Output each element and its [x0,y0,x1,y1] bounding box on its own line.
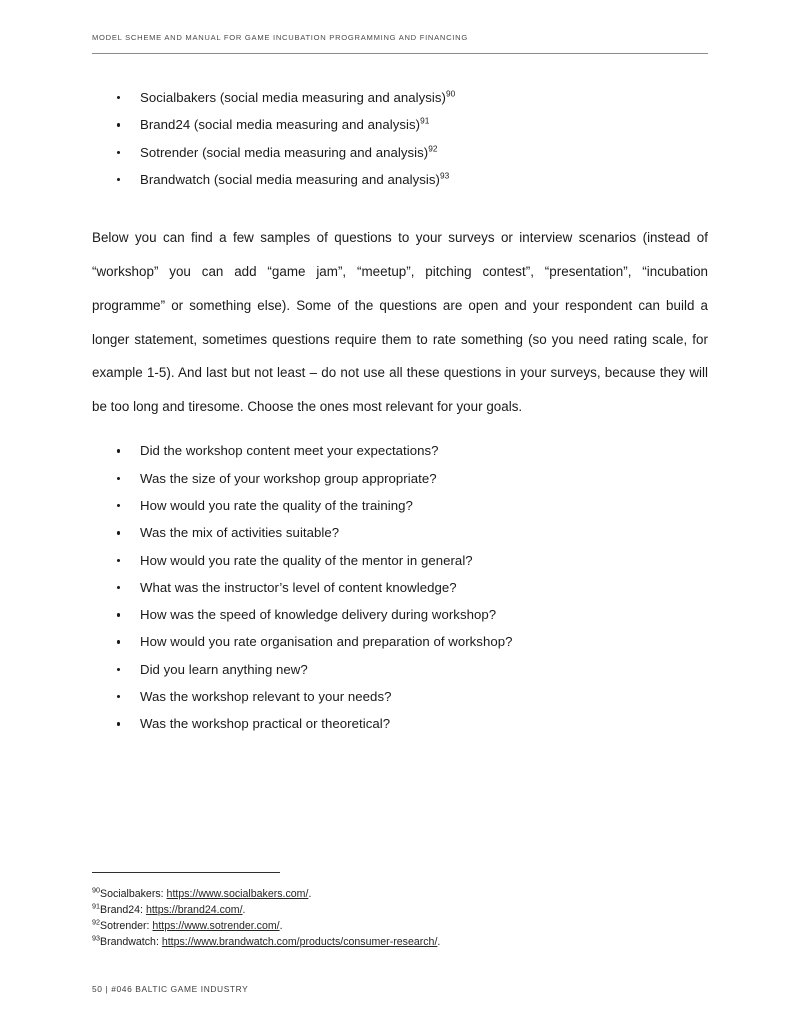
list-item [92,656,708,683]
list-item [92,437,708,464]
list-item [92,628,708,655]
list-item-label: Brand24 (social media measuring and analysis) [140,117,421,133]
list-item-label: How would you rate the quality of the mentor in general? [140,552,473,568]
page-footer: 50 | #046 BALTIC GAME INDUSTRY [92,984,249,994]
running-header-title: MODEL SCHEME AND MANUAL FOR GAME INCUBATION PROGRAMMING AND FINANCING [92,33,468,42]
list-item-label: How would you rate organisation and preparation of workshop? [140,634,513,650]
list-item [92,710,708,737]
list-item-label: What was the instructor’s level of content knowledge? [140,579,457,595]
tools-bullet-list [92,84,708,193]
footnote-label: Sotrender: [100,920,153,933]
list-item-label: Sotrender (social media measuring and analysis) [140,144,429,160]
list-item-label: Did you learn anything new? [140,661,308,677]
footnote-trailing: . [437,936,441,949]
footnote-link[interactable]: https://www.socialbakers.com/ [166,888,309,900]
list-item [92,139,708,166]
footnote-separator [92,872,280,873]
footnote-marker[interactable]: 90 [445,88,456,99]
footnote-marker[interactable]: 91 [420,115,430,126]
footnote-number: 93 [92,933,100,943]
sample-questions-list [92,437,708,737]
list-item [92,111,708,138]
footnote-entry [92,934,708,950]
footnote-number: 91 [92,901,100,911]
footnote-number: 90 [92,885,100,895]
footnote-marker[interactable]: 92 [428,143,438,154]
list-item [92,574,708,601]
list-item [92,465,708,492]
list-item [92,519,708,546]
list-item-label: Was the workshop practical or theoretical? [140,716,391,732]
footnote-trailing: . [242,904,246,917]
running-header [92,32,708,44]
footnote-label: Brand24: [100,904,146,917]
footnote-number: 92 [92,917,100,927]
list-item-label: Was the workshop relevant to your needs? [140,689,392,705]
intro-paragraph: Below you can find a few samples of questions to your surveys or interview scenarios (instead of “workshop” you can add “game jam”, “meetup”, pitching contest”, “presentation”, “incubation programme” or something else). Some of the questions are open and your respondent can build a longer statement, sometimes questions require them to rate something (so you need rating scale, for example 1-5). And last but not least – do not use all these questions in your surveys, because they will be too long and tiresome. Choose the ones most relevant for your goals. [92,230,708,415]
footnote-label: Socialbakers: [100,888,167,900]
footnote-entry [92,886,708,902]
header-divider [92,53,708,54]
footnote-entry [92,918,708,934]
page-content [92,84,708,738]
footnote-label: Brandwatch: [100,936,162,949]
footnote-area [92,886,708,950]
list-item-label: Socialbakers (social media measuring and analysis) [140,90,446,105]
list-item-label: Brandwatch (social media measuring and analysis) [140,171,440,187]
footnote-marker[interactable]: 93 [440,170,450,181]
footnote-trailing: . [308,888,312,900]
footnote-link[interactable]: https://www.brandwatch.com/products/consumer-research/ [161,936,438,949]
footnote-trailing: . [279,920,283,933]
list-item [92,683,708,710]
list-item [92,601,708,628]
list-item [92,84,708,111]
list-item-label: How was the speed of knowledge delivery during workshop? [140,607,497,623]
list-item [92,166,708,193]
footnote-link[interactable]: https://brand24.com/ [145,904,243,917]
list-item [92,547,708,574]
list-item-label: Was the size of your workshop group appropriate? [140,470,437,486]
footnote-entry [92,902,708,918]
footnote-link[interactable]: https://www.sotrender.com/ [152,920,280,933]
list-item-label: How would you rate the quality of the training? [140,497,413,513]
list-item-label: Was the mix of activities suitable? [140,525,340,541]
list-item-label: Did the workshop content meet your expectations? [140,443,439,459]
list-item [92,492,708,519]
